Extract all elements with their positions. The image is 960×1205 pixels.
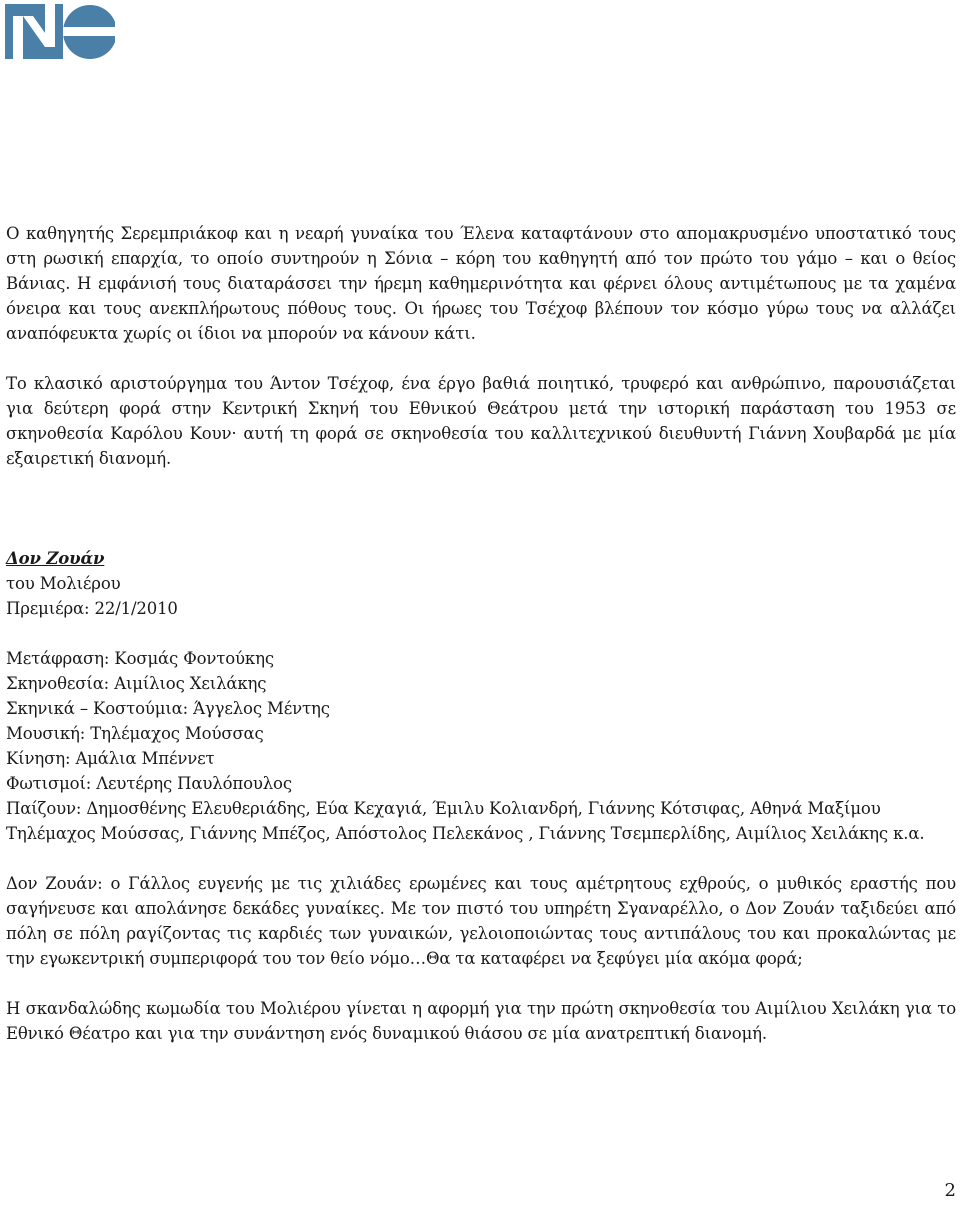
- credit-line: Φωτισμοί: Λευτέρης Παυλόπουλος: [6, 774, 292, 793]
- credit-line: Κίνηση: Αμάλια Μπέννετ: [6, 749, 215, 768]
- page-number: 2: [944, 1180, 956, 1201]
- credit-line: Μετάφραση: Κοσμάς Φοντούκης: [6, 649, 274, 668]
- credit-line: Μουσική: Τηλέμαχος Μούσσας: [6, 724, 264, 743]
- play-premiere: Πρεμιέρα: 22/1/2010: [6, 599, 178, 618]
- logo-icon: [5, 4, 115, 64]
- play-closing: Η σκανδαλώδης κωμωδία του Μολιέρου γίνεται η αφορμή για την πρώτη σκηνοθεσία του Αιμίλιου Χειλάκη για το Εθνικό Θέατρο και για την συνάντηση ενός δυναμικού θιάσου σε μία ανατρεπτική διανομή.: [6, 999, 956, 1043]
- credit-line: Σκηνοθεσία: Αιμίλιος Χειλάκης: [6, 674, 267, 693]
- play-title: [6, 546, 956, 571]
- document-body: [6, 221, 956, 1046]
- play-description: Δον Ζουάν: ο Γάλλος ευγενής με τις χιλιάδες ερωμένες και τους αμέτρητους εχθρούς, ο μυθικός εραστής που σαγήνευσε και απολάνησε δεκάδες γυναίκες. Με τον πιστό του υπηρέτη Σγαναρέλλο, ο Δον Ζουάν ταξιδεύει από πόλη σε πόλη ραγίζοντας τις καρδιές των γυναικών, γελοιοποιώντας τους αντιπάλους του και προκαλώντας με την εγωκεντρική συμπεριφορά του τον θείο νόμο…Θα τα καταφέρει να ξεφύγει μία ακόμα φορά;: [6, 874, 956, 968]
- play-author: του Μολιέρου: [6, 574, 121, 593]
- cast-list: Παίζουν: Δημοσθένης Ελευθεριάδης, Εύα Κεχαγιά, Έμιλυ Κολιανδρή, Γιάννης Κότσιφας, Αθηνά Μαξίμου Τηλέμαχος Μούσσας, Γιάννης Μπέζος, Απόστολος Πελεκάνος , Γιάννης Τσεμπερλίδης, Αιμίλιος Χειλάκης κ.α.: [6, 799, 925, 843]
- national-theatre-logo: [5, 4, 115, 64]
- intro-paragraph-1: Ο καθηγητής Σερεμπριάκοφ και η νεαρή γυναίκα του Έλενα καταφτάνουν στο απομακρυσμένο υποστατικό τους στη ρωσική επαρχία, το οποίο συντηρούν η Σόνια – κόρη του καθηγητή από τον πρώτο του γάμο – και ο θείος Βάνιας. Η εμφάνισή τους διαταράσσει την ήρεμη καθημερινότητα και φέρνει όλους αντιμέτωπους με τα χαμένα όνειρα και τους ανεκπλήρωτους πόθους τους. Οι ήρωες του Τσέχοφ βλέπουν τον κόσμο γύρω τους να αλλάζει αναπόφευκτα χωρίς οι ίδιοι να μπορούν να κάνουν κάτι.: [6, 224, 956, 343]
- play-title-text: Δον Ζουάν: [6, 549, 105, 568]
- credit-line: Σκηνικά – Κοστούμια: Άγγελος Μέντης: [6, 699, 330, 718]
- credits-list: [6, 646, 956, 796]
- intro-paragraph-2: Το κλασικό αριστούργημα του Άντον Τσέχοφ, ένα έργο βαθιά ποιητικό, τρυφερό και ανθρώπινο, παρουσιάζεται για δεύτερη φορά στην Κεντρική Σκηνή του Εθνικού Θεάτρου μετά την ιστορική παράσταση του 1953 σε σκηνοθεσία Καρόλου Κουν· αυτή τη φορά σε σκηνοθεσία του καλλιτεχνικού διευθυντή Γιάννη Χουβαρδά με μία εξαιρετική διανομή.: [6, 374, 956, 468]
